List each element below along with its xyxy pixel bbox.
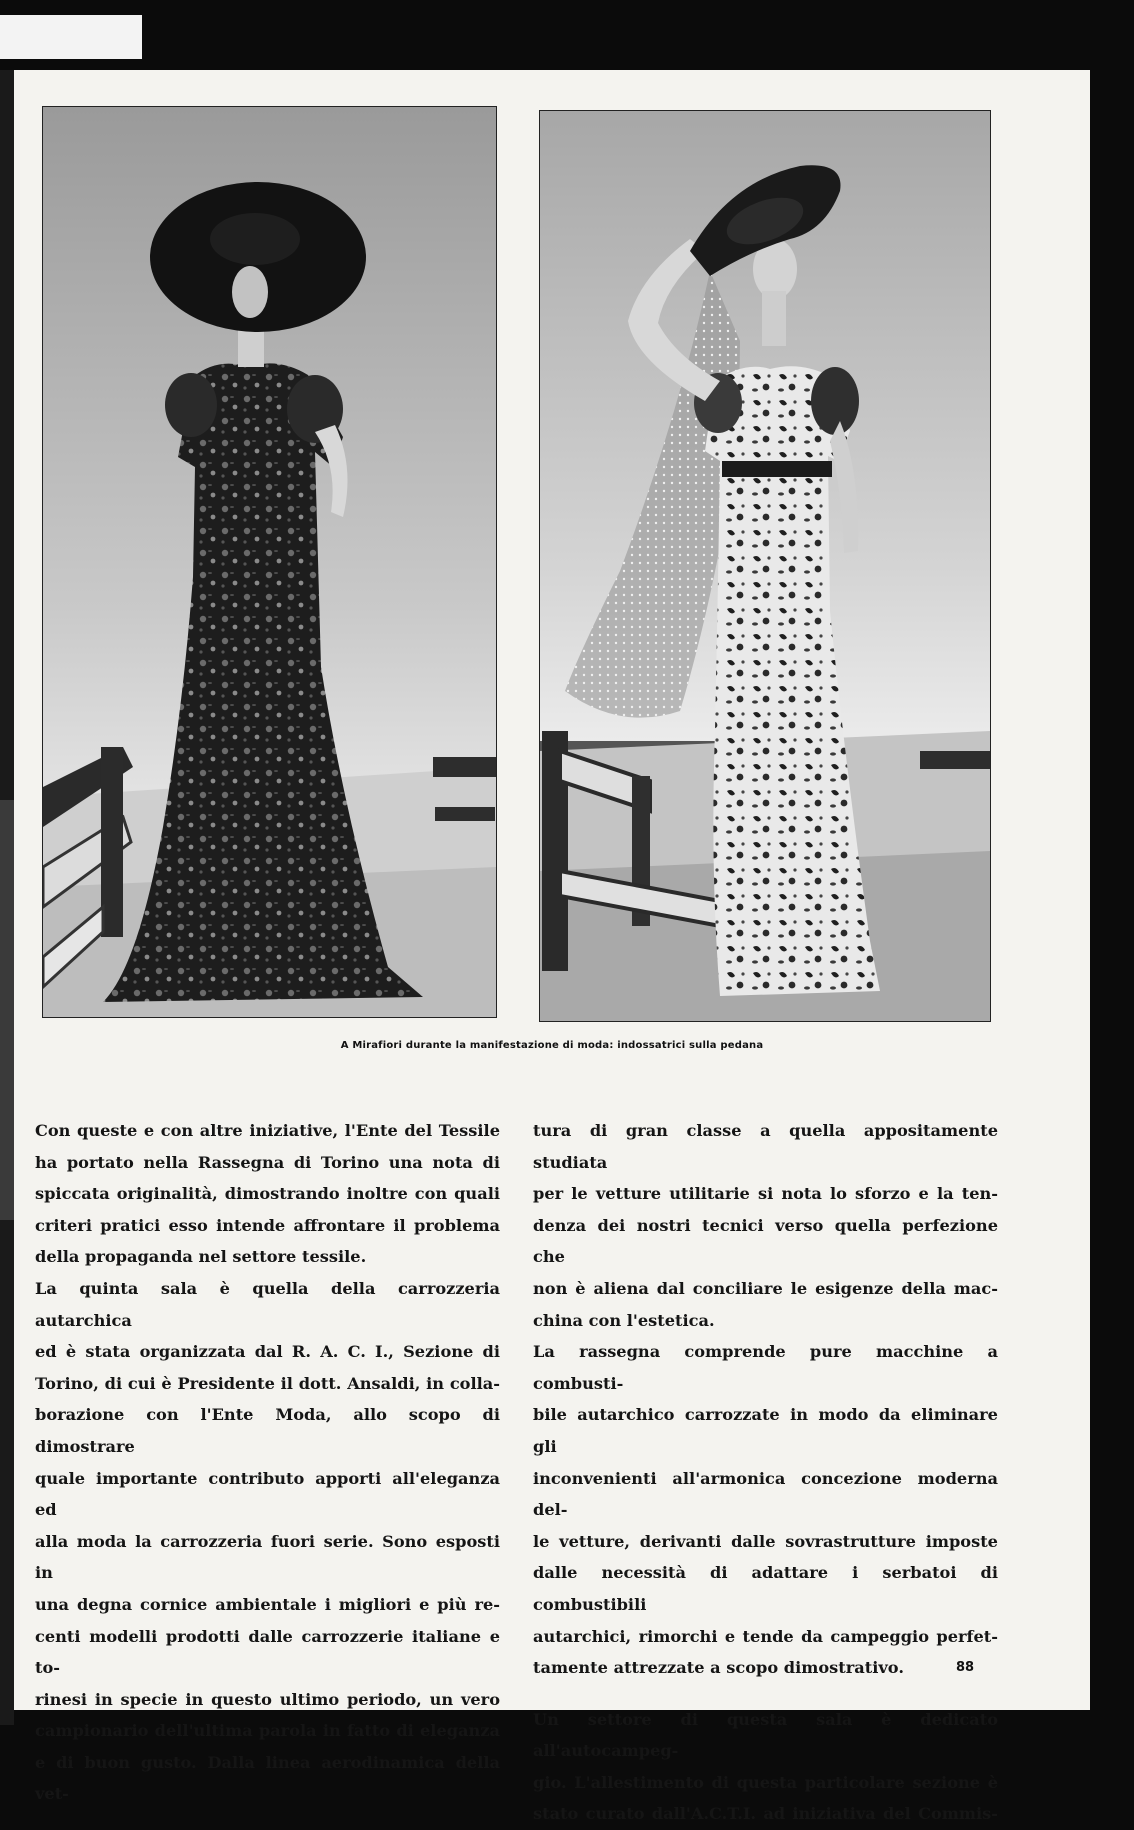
text-line: ha portato nella Rassegna di Torino una nota di (35, 1152, 500, 1172)
photo-model-dark-dress-image (43, 107, 496, 1017)
text-line: china con l'estetica. (533, 1310, 715, 1330)
text-line: spiccata originalità, dimostrando inoltre con quali (35, 1184, 500, 1204)
scan-left-edge-highlight (0, 800, 14, 1220)
page-number: 88 (956, 1660, 975, 1675)
text-line: criteri pratici esso intende affrontare il problema (35, 1215, 500, 1235)
text-line: gio. L'allestimento di questa particolare sezione è (533, 1772, 998, 1792)
text-line: La quinta sala è quella della carrozzeria autarchica (35, 1278, 500, 1330)
paragraph (533, 1336, 998, 1684)
text-line: non è aliena dal conciliare le esigenze della mac- (533, 1278, 998, 1298)
text-line: Con queste e con altre iniziative, l'Ente del Tessile (35, 1121, 500, 1140)
scan-margin-tab (0, 15, 142, 59)
photo-model-dark-dress (42, 106, 497, 1018)
text-column-right (533, 1115, 998, 1830)
photo-model-light-dress-image (540, 111, 990, 1021)
photo-model-light-dress (539, 110, 991, 1022)
text-line: dalle necessità di adattare i serbatoi di combustibili (533, 1563, 998, 1614)
text-line: per le vetture utilitarie si nota lo sforzo e la ten- (533, 1184, 998, 1204)
text-line: e di buon gusto. Dalla linea aerodinamica della vet- (35, 1752, 500, 1804)
text-line: quale importante contributo apporti all'eleganza ed (35, 1468, 500, 1520)
text-line: inconvenienti all'armonica concezione moderna del- (533, 1468, 998, 1520)
text-line: rinesi in specie in questo ultimo periodo, un vero (35, 1689, 500, 1709)
text-line: borazione con l'Ente Moda, allo scopo di dimostrare (35, 1405, 500, 1456)
scan-right-edge (1090, 70, 1134, 1725)
text-line: tura di gran classe a quella appositamente studiata (533, 1121, 998, 1172)
text-line: le vetture, derivanti dalle sovrastrutture imposte (533, 1531, 998, 1551)
text-line: bile autarchico carrozzate in modo da eliminare gli (533, 1405, 998, 1456)
text-line: Un settore di questa sala è dedicato all'autocampeg- (533, 1709, 998, 1761)
text-line: denza dei nostri tecnici verso quella perfezione che (533, 1215, 998, 1267)
magazine-page (14, 70, 1090, 1824)
text-line: una degna cornice ambientale i migliori e più re- (35, 1594, 500, 1614)
paragraph (35, 1115, 500, 1273)
paragraph (533, 1115, 998, 1336)
text-line: centi modelli prodotti dalle carrozzerie italiane e to- (35, 1626, 500, 1678)
paragraph (533, 1704, 998, 1830)
text-line: ed è stata organizzata dal R. A. C. I., Sezione di (35, 1342, 500, 1362)
text-column-left (35, 1115, 500, 1810)
text-line: tamente attrezzate a scopo dimostrativo. (533, 1658, 904, 1678)
photo-caption: A Mirafiori durante la manifestazione di moda: indossatrici sulla pedana (340, 1040, 764, 1051)
text-line: campionario dell'ultima parola in fatto di eleganza (35, 1721, 500, 1741)
text-line: La rassegna comprende pure macchine a combusti- (533, 1342, 998, 1393)
paragraph (35, 1273, 500, 1810)
text-line: alla moda la carrozzeria fuori serie. Sono esposti in (35, 1531, 500, 1583)
text-line: Torino, di cui è Presidente il dott. Ansaldi, in colla- (35, 1373, 500, 1393)
text-line: autarchici, rimorchi e tende da campeggio perfet- (533, 1626, 998, 1646)
text-line: della propaganda nel settore tessile. (35, 1247, 367, 1267)
text-line: stato curato dall'A.C.T.I. ad iniziativa del Commis- (533, 1804, 998, 1824)
